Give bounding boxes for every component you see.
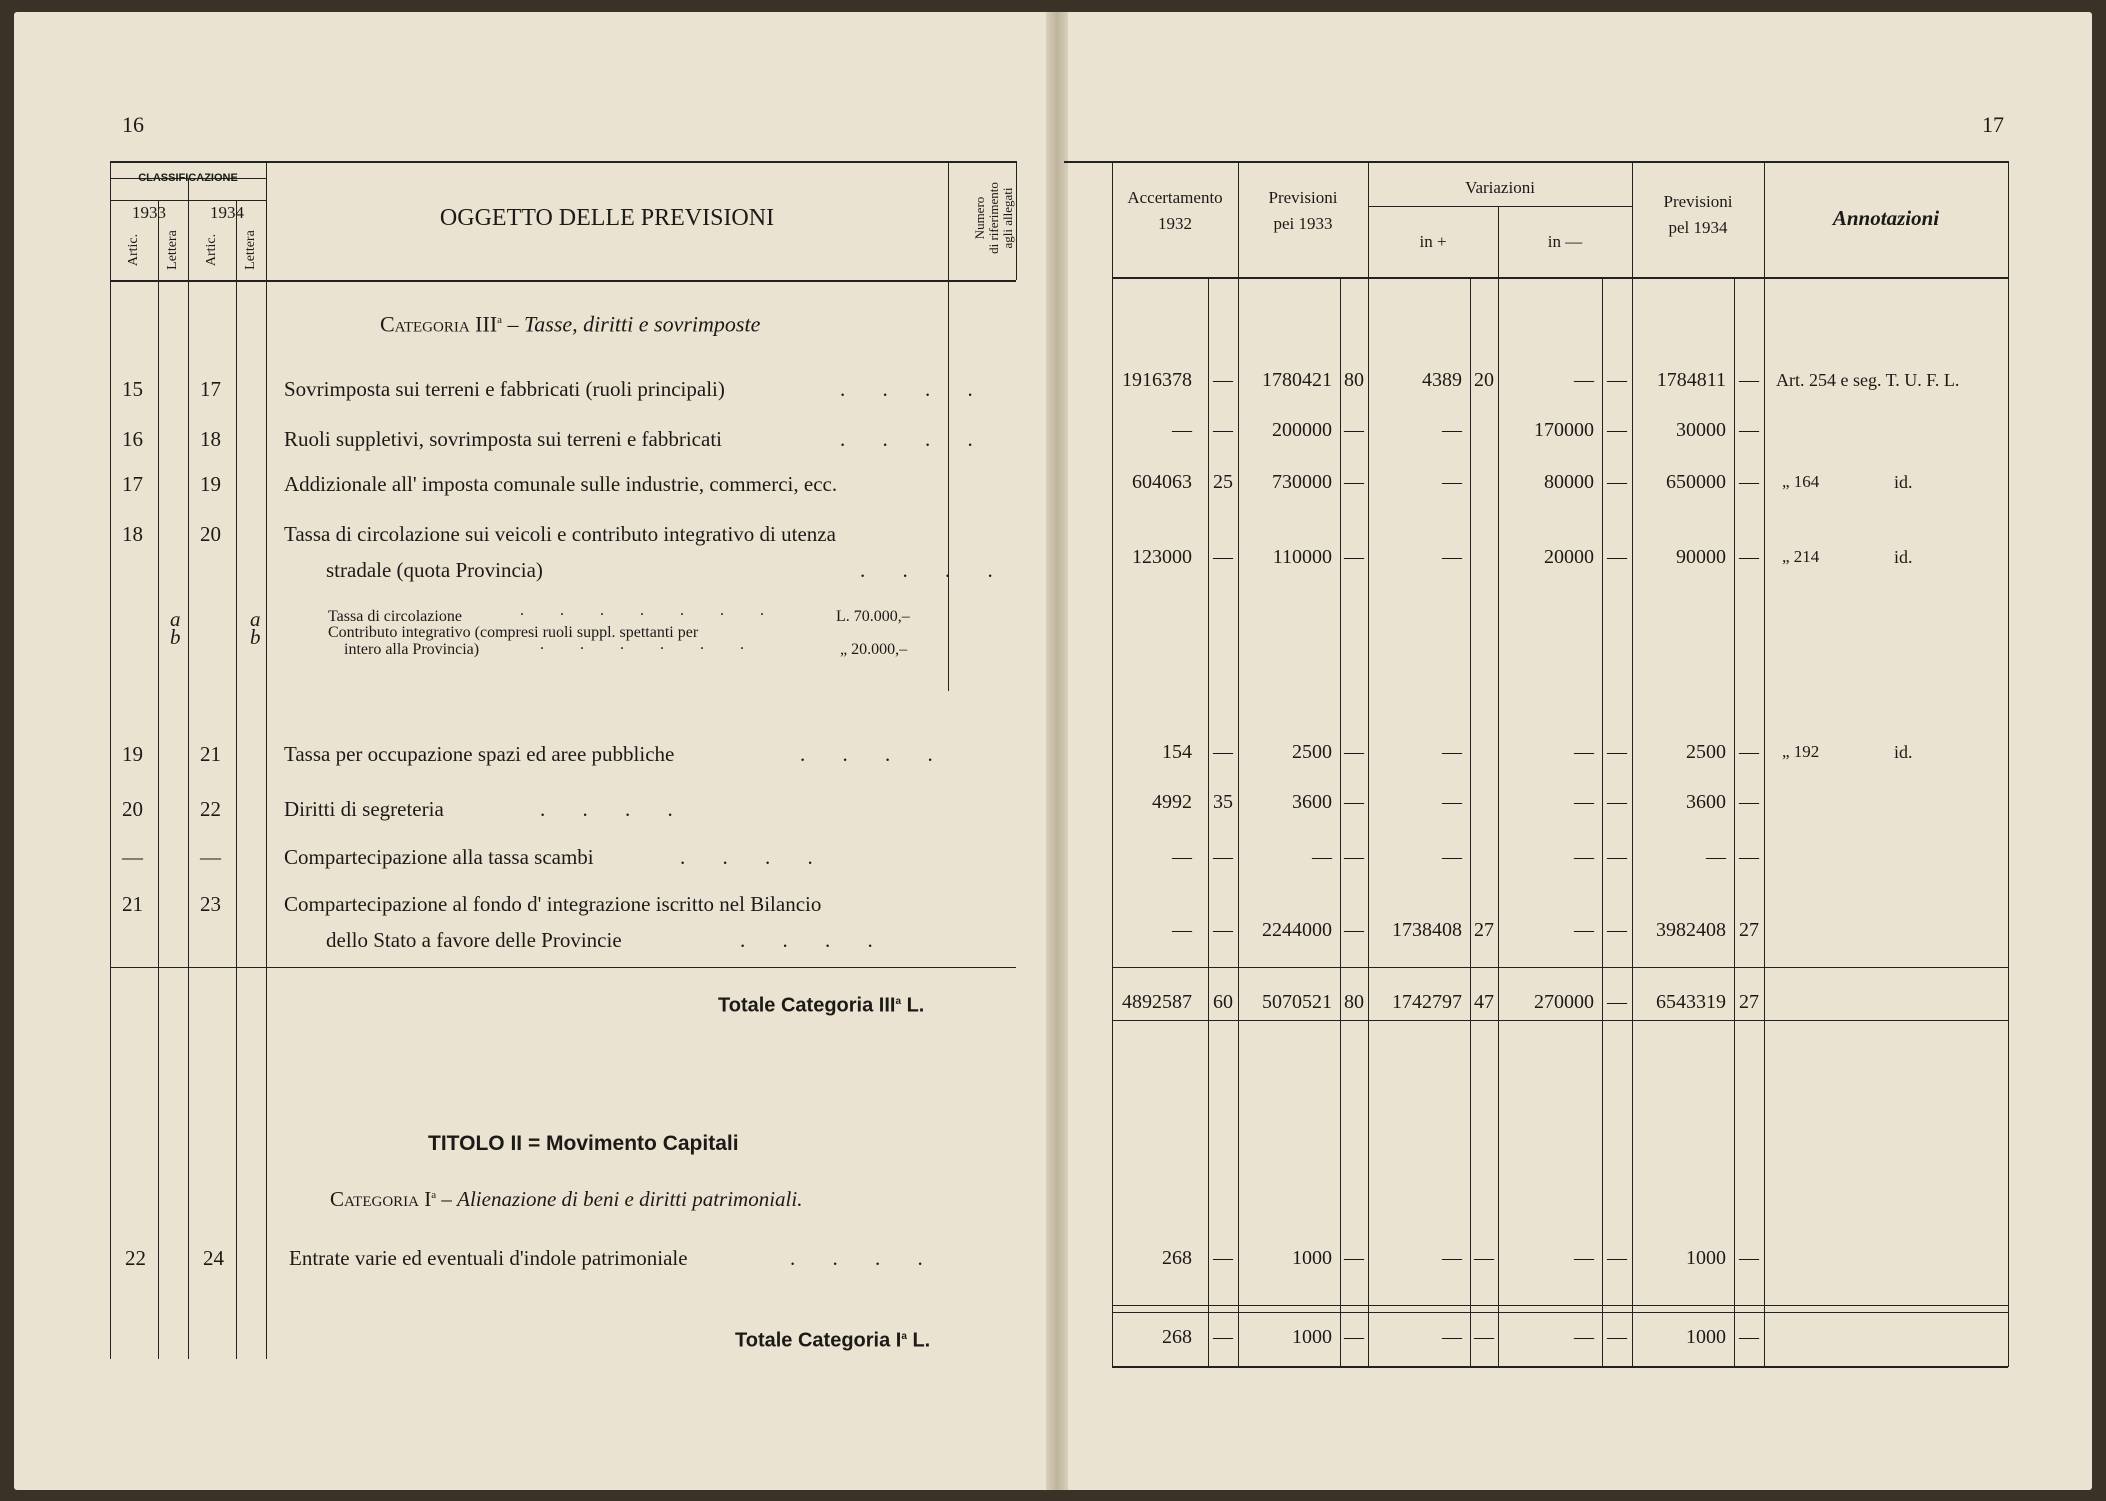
col-line bbox=[110, 161, 111, 1359]
artic-1933-header: Artic. bbox=[126, 233, 141, 267]
cents-cell: — bbox=[1739, 471, 1759, 493]
cents-cell: — bbox=[1607, 471, 1627, 493]
row-description: Compartecipazione al fondo d' integrazione iscritto nel Bilancio bbox=[284, 892, 822, 916]
subject-header: OGGETTO DELLE PREVISIONI bbox=[439, 205, 775, 231]
lettera-1933-header: Lettera bbox=[165, 230, 180, 270]
col-line bbox=[2008, 161, 2009, 1367]
amount-cell: 1916378 bbox=[1122, 369, 1192, 391]
cents-cell: — bbox=[1739, 791, 1759, 813]
col-line bbox=[1368, 161, 1369, 1367]
cents-cell: — bbox=[1474, 1326, 1494, 1348]
amount-cell: — bbox=[1442, 471, 1462, 493]
previsioni-1933-header: Previsioni pei 1933 bbox=[1268, 188, 1338, 233]
row-article-1933: 18 bbox=[122, 522, 143, 546]
cents-cell: — bbox=[1739, 1247, 1759, 1269]
row-article-1934: 20 bbox=[200, 522, 221, 546]
col-line bbox=[1238, 161, 1239, 1367]
reference-header bbox=[950, 164, 1016, 278]
row-article-1934: 22 bbox=[200, 797, 221, 821]
cents-cell: — bbox=[1213, 1247, 1233, 1269]
amount-cell: 4389 bbox=[1422, 369, 1462, 391]
table-header-rule bbox=[1112, 277, 2008, 279]
cents-cell: — bbox=[1344, 741, 1364, 763]
cents-cell: — bbox=[1607, 791, 1627, 813]
cents-cell: 80 bbox=[1344, 991, 1364, 1013]
accertamento-header: Accertamento 1932 bbox=[1127, 188, 1223, 233]
annotation: id. bbox=[1894, 472, 1913, 492]
col-line bbox=[1764, 161, 1765, 1367]
cents-cell: — bbox=[1344, 1326, 1364, 1348]
cents-cell: — bbox=[1607, 991, 1627, 1013]
row-description: Addizionale all' imposta comunale sulle industrie, commerci, ecc. bbox=[284, 472, 838, 496]
rule bbox=[1112, 1020, 2008, 1021]
table-top-rule bbox=[1064, 161, 2008, 163]
amount-cell: — bbox=[1574, 919, 1594, 941]
leader-dots: . . . . bbox=[790, 1246, 939, 1270]
subitem-b-amount: „ 20.000,– bbox=[840, 641, 908, 658]
annotation: „ 192 bbox=[1782, 742, 1820, 761]
row-article-1934: 18 bbox=[200, 427, 221, 451]
annotation: id. bbox=[1894, 547, 1913, 567]
rule bbox=[1112, 1305, 2008, 1306]
row-article-1933: 15 bbox=[122, 377, 143, 401]
leader-dots: . . . . bbox=[860, 558, 1009, 582]
amount-cell: — bbox=[1574, 369, 1594, 391]
page-number-right: 17 bbox=[1982, 112, 2004, 137]
row-description: dello Stato a favore delle Provincie bbox=[326, 928, 622, 952]
cents-cell: — bbox=[1607, 419, 1627, 441]
cents-cell: — bbox=[1344, 1247, 1364, 1269]
cents-cell: — bbox=[1213, 846, 1233, 868]
cents-cell: — bbox=[1213, 546, 1233, 568]
row-article-1934: 23 bbox=[200, 892, 221, 916]
amount-cell: — bbox=[1574, 1247, 1594, 1269]
col-line bbox=[188, 178, 189, 1359]
year-1933-header: 1933 bbox=[132, 203, 166, 222]
row-article-1934: — bbox=[200, 845, 221, 869]
table-header-rule bbox=[110, 280, 1016, 282]
cents-cell: — bbox=[1739, 369, 1759, 391]
category-3-heading: Categoria III$^a$ – Tasse, diritti e sovrimposte bbox=[380, 311, 761, 337]
row-article-1933: — bbox=[122, 845, 143, 869]
cents-cell: 27 bbox=[1474, 919, 1494, 941]
category-1-heading: Categoria $I^a$ – Alienazione di beni e diritti patrimoniali. bbox=[330, 1187, 803, 1211]
amount-cell: 1738408 bbox=[1392, 919, 1462, 941]
amount-cell: 1784811 bbox=[1656, 369, 1726, 391]
amount-cell: — bbox=[1574, 1326, 1594, 1348]
cents-cell: 35 bbox=[1213, 791, 1233, 813]
cents-cell: 80 bbox=[1344, 369, 1364, 391]
amount-cell: 3600 bbox=[1292, 791, 1332, 813]
amount-cell: 80000 bbox=[1544, 471, 1594, 493]
in-plus-header: in + bbox=[1419, 232, 1447, 251]
annotazioni-header: Annotazioni bbox=[1832, 206, 1940, 230]
lettera-1934-header: Lettera bbox=[243, 230, 258, 270]
amount-cell: — bbox=[1574, 741, 1594, 763]
col-line bbox=[1632, 161, 1633, 1367]
leader-dots: . . . . . . bbox=[540, 636, 760, 653]
cents-cell: 47 bbox=[1474, 991, 1494, 1013]
subitem-a-text: Tassa di circolazione bbox=[328, 608, 462, 625]
subitem-b-text-1: Contributo integrativo (compresi ruoli suppl. spettanti per bbox=[328, 624, 699, 641]
titolo-2-heading: TITOLO II = Movimento Capitali bbox=[428, 1132, 739, 1155]
amount-cell: — bbox=[1442, 419, 1462, 441]
cents-cell: — bbox=[1607, 741, 1627, 763]
cents-cell: — bbox=[1739, 419, 1759, 441]
cents-cell: — bbox=[1739, 546, 1759, 568]
amount-cell: — bbox=[1442, 1326, 1462, 1348]
artic-1934-header: Artic. bbox=[204, 233, 219, 267]
cents-cell: — bbox=[1344, 846, 1364, 868]
table-bottom-rule bbox=[1112, 1366, 2008, 1368]
letter-b-1934: b bbox=[250, 625, 261, 649]
annotation: „ 214 bbox=[1782, 547, 1820, 566]
letter-a-1933: a bbox=[170, 607, 181, 631]
cents-cell: 27 bbox=[1739, 919, 1759, 941]
year-1934-header: 1934 bbox=[210, 203, 244, 222]
cents-cell: — bbox=[1739, 741, 1759, 763]
row-article-1933: 17 bbox=[122, 472, 143, 496]
annotation: „ 164 bbox=[1782, 472, 1820, 491]
col-line bbox=[1112, 161, 1113, 1367]
cents-cell: — bbox=[1607, 1247, 1627, 1269]
row-description: stradale (quota Provincia) bbox=[326, 558, 543, 582]
col-line bbox=[1016, 161, 1017, 280]
reference-header-line: agli allegati bbox=[1000, 187, 1015, 249]
letter-a-1934: a bbox=[250, 607, 261, 631]
leader-dots: . . . . bbox=[740, 928, 889, 952]
reference-header-line: Numero bbox=[972, 196, 987, 240]
cents-cell: — bbox=[1344, 791, 1364, 813]
row-article-1933: 16 bbox=[122, 427, 143, 451]
amount-cell: 268 bbox=[1162, 1326, 1192, 1348]
col-line bbox=[236, 222, 237, 1359]
amount-cell: — bbox=[1442, 741, 1462, 763]
page-number-left: 16 bbox=[122, 112, 144, 137]
amount-cell: 730000 bbox=[1272, 471, 1332, 493]
row-description: Tassa per occupazione spazi ed aree pubbliche bbox=[284, 742, 675, 766]
amount-cell: 30000 bbox=[1676, 419, 1726, 441]
previsioni-1934-header: Previsioni pel 1934 bbox=[1663, 192, 1733, 237]
leader-dots: . . . . bbox=[680, 845, 829, 869]
amount-cell: — bbox=[1442, 846, 1462, 868]
amount-cell: 170000 bbox=[1534, 419, 1594, 441]
annotation: Art. 254 e seg. T. U. F. L. bbox=[1776, 370, 1960, 390]
cents-cell: — bbox=[1739, 846, 1759, 868]
cents-cell: — bbox=[1739, 1326, 1759, 1348]
cents-cell: — bbox=[1213, 1326, 1233, 1348]
amount-cell: 1000 bbox=[1292, 1326, 1332, 1348]
variazioni-header: Variazioni bbox=[1465, 178, 1535, 197]
cents-cell: — bbox=[1607, 846, 1627, 868]
amount-cell: 90000 bbox=[1676, 546, 1726, 568]
leader-dots: . . . . bbox=[840, 377, 989, 401]
amount-cell: 650000 bbox=[1666, 471, 1726, 493]
leader-dots: . . . . . . . bbox=[520, 602, 780, 619]
amount-cell: — bbox=[1706, 846, 1726, 868]
amount-cell: — bbox=[1442, 1247, 1462, 1269]
cents-cell: 20 bbox=[1474, 369, 1494, 391]
amount-cell: — bbox=[1172, 846, 1192, 868]
row-article-1934: 21 bbox=[200, 742, 221, 766]
amount-cell: 2244000 bbox=[1262, 919, 1332, 941]
amount-cell: 4892587 bbox=[1122, 991, 1192, 1013]
row-description: Sovrimposta sui terreni e fabbricati (ruoli principali) bbox=[284, 377, 725, 401]
leader-dots: . . . . bbox=[840, 427, 989, 451]
cents-cell: — bbox=[1213, 919, 1233, 941]
cents-cell: — bbox=[1344, 471, 1364, 493]
amount-cell: 1742797 bbox=[1392, 991, 1462, 1013]
letter-b-1933: b bbox=[170, 625, 181, 649]
cents-cell: — bbox=[1213, 741, 1233, 763]
amount-cell: 110000 bbox=[1272, 546, 1332, 568]
amount-cell: 6543319 bbox=[1656, 991, 1726, 1013]
cents-cell: — bbox=[1607, 919, 1627, 941]
row-description: Compartecipazione alla tassa scambi bbox=[284, 845, 594, 869]
amount-cell: 270000 bbox=[1534, 991, 1594, 1013]
cents-cell: — bbox=[1344, 919, 1364, 941]
total-category-1-label: Totale Categoria $I^a$ L. bbox=[735, 1329, 931, 1352]
amount-cell: 268 bbox=[1162, 1247, 1192, 1269]
classification-header: CLASSIFICAZIONE bbox=[138, 172, 238, 184]
amount-cell: 3600 bbox=[1686, 791, 1726, 813]
amount-cell: — bbox=[1172, 419, 1192, 441]
cents-cell: 60 bbox=[1213, 991, 1233, 1013]
cents-cell: 25 bbox=[1213, 471, 1233, 493]
row-article-1934: 24 bbox=[203, 1246, 224, 1270]
col-line bbox=[1470, 277, 1471, 1367]
col-line bbox=[266, 161, 267, 1359]
cents-cell: — bbox=[1474, 1247, 1494, 1269]
amount-cell: 2500 bbox=[1292, 741, 1332, 763]
col-line bbox=[948, 161, 949, 691]
rule bbox=[1368, 206, 1632, 207]
row-article-1933: 22 bbox=[125, 1246, 146, 1270]
row-article-1933: 21 bbox=[122, 892, 143, 916]
rule bbox=[1112, 967, 2008, 968]
amount-cell: 123000 bbox=[1132, 546, 1192, 568]
amount-cell: 1000 bbox=[1292, 1247, 1332, 1269]
reference-header-line: di riferimento bbox=[986, 182, 1001, 254]
rule bbox=[110, 967, 1016, 968]
row-description: Diritti di segreteria bbox=[284, 797, 444, 821]
amount-cell: 3982408 bbox=[1656, 919, 1726, 941]
amount-cell: 1000 bbox=[1686, 1326, 1726, 1348]
col-line bbox=[158, 222, 159, 1359]
total-category-3-label: Totale Categoria III$^a$ L. bbox=[718, 994, 925, 1017]
cents-cell: — bbox=[1344, 546, 1364, 568]
cents-cell: — bbox=[1607, 369, 1627, 391]
amount-cell: 5070521 bbox=[1262, 991, 1332, 1013]
leader-dots: . . . . bbox=[800, 742, 949, 766]
row-article-1934: 19 bbox=[200, 472, 221, 496]
subitem-a-amount: L. 70.000,– bbox=[836, 608, 910, 625]
amount-cell: — bbox=[1442, 791, 1462, 813]
book-gutter bbox=[1046, 12, 1068, 1490]
cents-cell: — bbox=[1607, 1326, 1627, 1348]
amount-cell: 200000 bbox=[1272, 419, 1332, 441]
amount-cell: — bbox=[1172, 919, 1192, 941]
row-description: Ruoli suppletivi, sovrimposta sui terreni e fabbricati bbox=[284, 427, 722, 451]
table-top-rule bbox=[110, 161, 1016, 163]
row-description: Tassa di circolazione sui veicoli e contributo integrativo di utenza bbox=[284, 522, 836, 546]
amount-cell: 154 bbox=[1162, 741, 1192, 763]
rule bbox=[1112, 1312, 2008, 1313]
amount-cell: — bbox=[1312, 846, 1332, 868]
subitem-b-text-2: intero alla Provincia) bbox=[344, 641, 480, 658]
amount-cell: 2500 bbox=[1686, 741, 1726, 763]
amount-cell: — bbox=[1574, 791, 1594, 813]
leader-dots: . . . . bbox=[540, 797, 689, 821]
amount-cell: 1780421 bbox=[1262, 369, 1332, 391]
amount-cell: — bbox=[1442, 546, 1462, 568]
row-article-1933: 19 bbox=[122, 742, 143, 766]
cents-cell: — bbox=[1344, 419, 1364, 441]
cents-cell: — bbox=[1213, 369, 1233, 391]
amount-cell: 4992 bbox=[1152, 791, 1192, 813]
annotation: id. bbox=[1894, 742, 1913, 762]
in-minus-header: in — bbox=[1547, 232, 1583, 251]
row-article-1933: 20 bbox=[122, 797, 143, 821]
cents-cell: — bbox=[1213, 419, 1233, 441]
row-description: Entrate varie ed eventuali d'indole patrimoniale bbox=[289, 1246, 688, 1270]
cents-cell: — bbox=[1607, 546, 1627, 568]
amount-cell: 604063 bbox=[1132, 471, 1192, 493]
amount-cell: 1000 bbox=[1686, 1247, 1726, 1269]
row-article-1934: 17 bbox=[200, 377, 221, 401]
cents-cell: 27 bbox=[1739, 991, 1759, 1013]
amount-cell: 20000 bbox=[1544, 546, 1594, 568]
amount-cell: — bbox=[1574, 846, 1594, 868]
